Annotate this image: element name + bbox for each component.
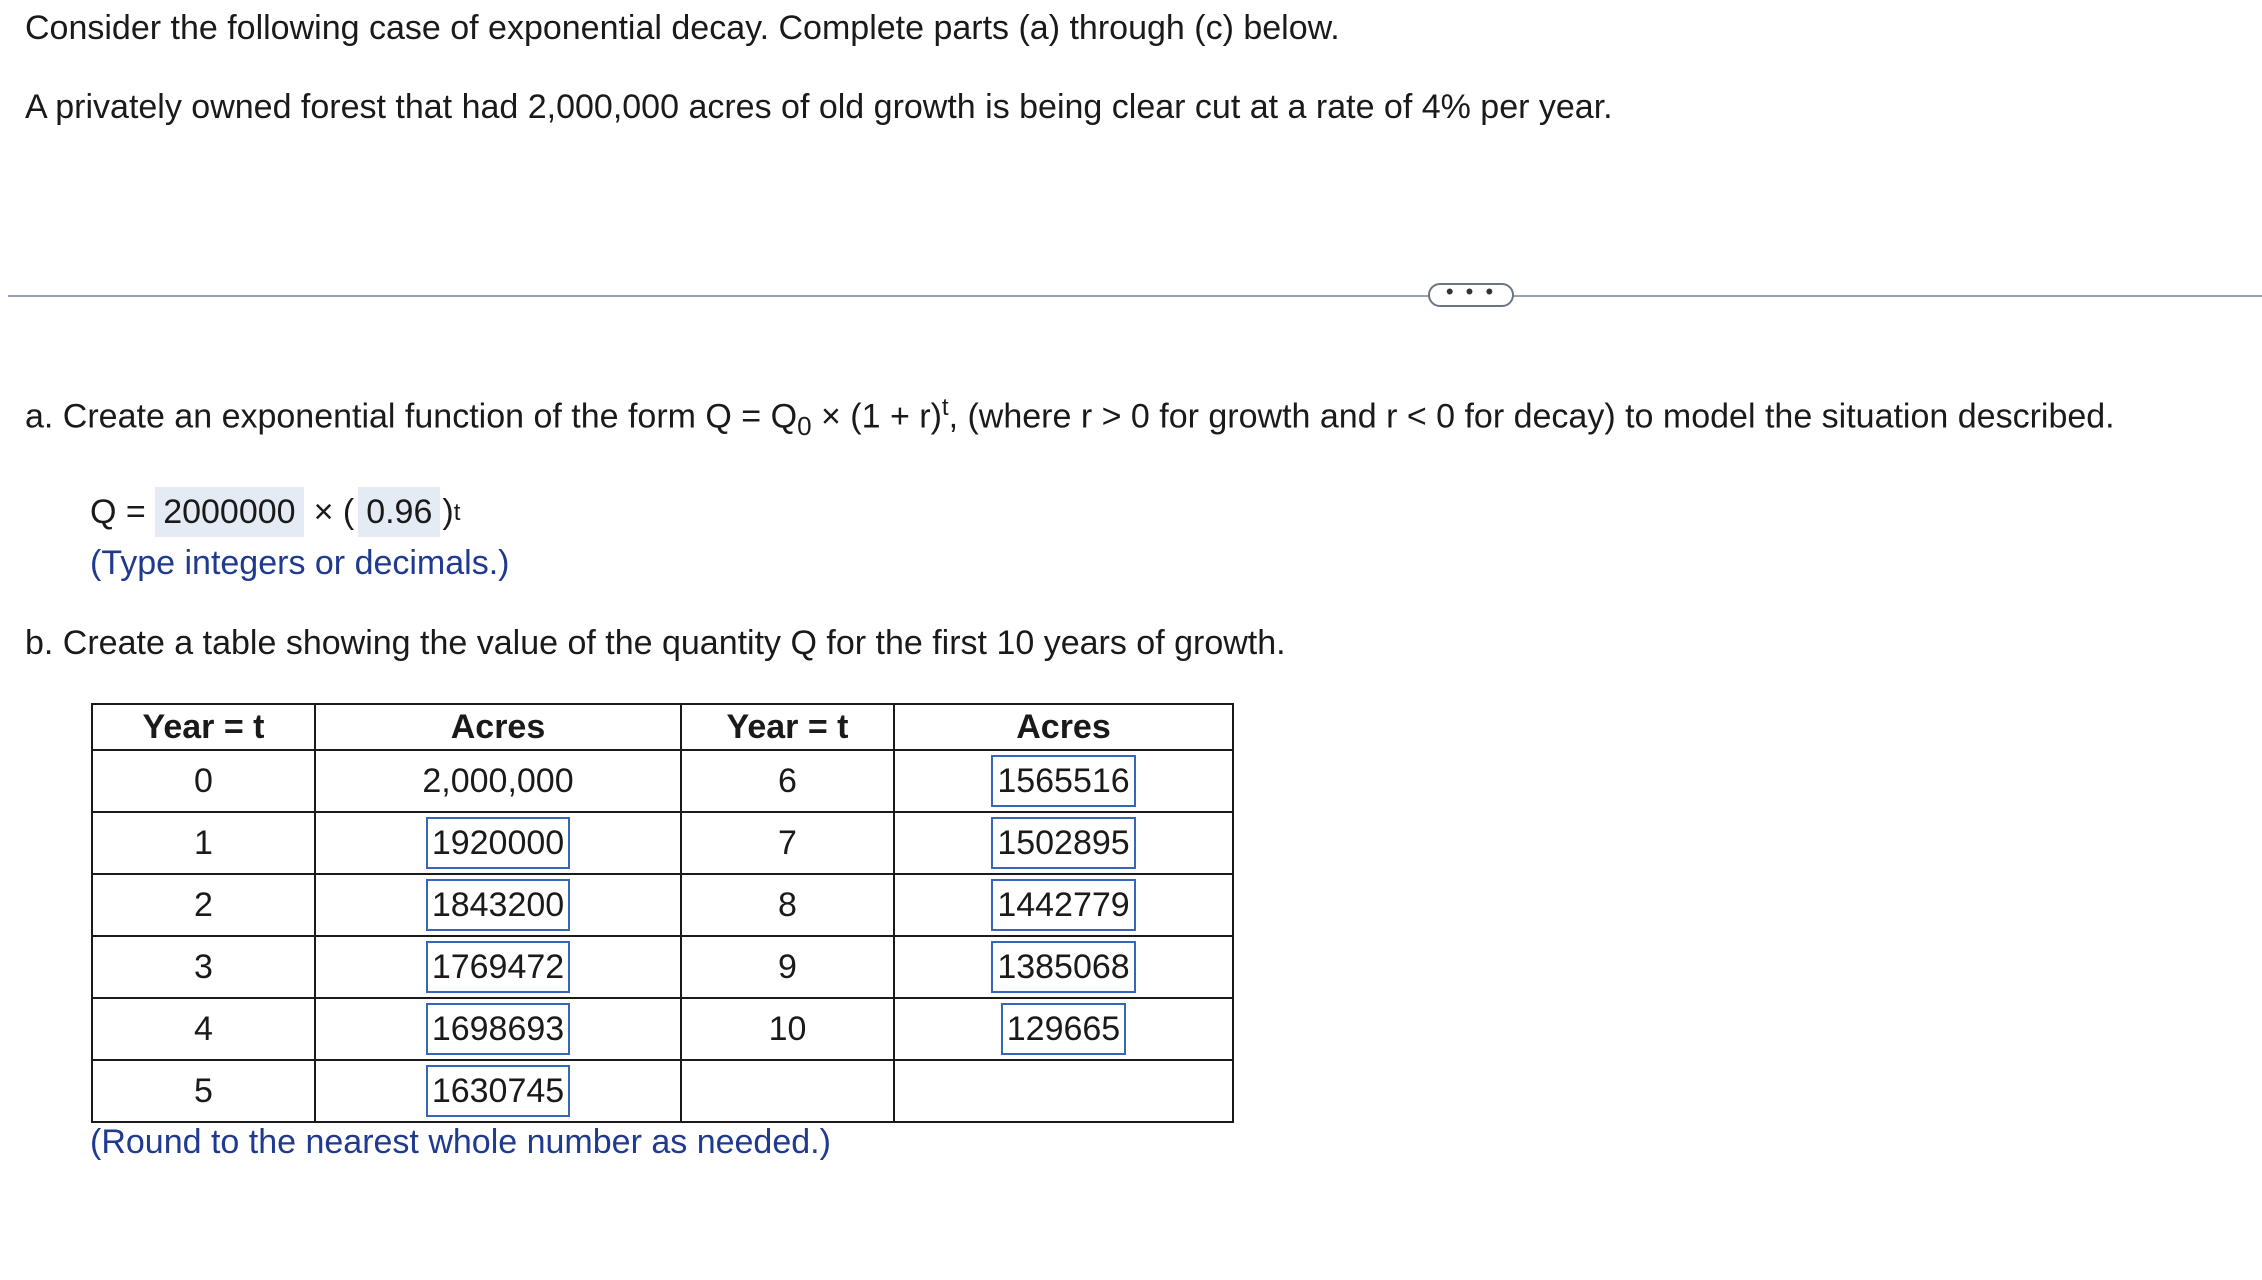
acres-cell-empty <box>894 1060 1233 1122</box>
year-cell: 6 <box>681 750 894 812</box>
acres-answer-field[interactable]: 1630745 <box>426 1065 570 1117</box>
year-cell: 5 <box>92 1060 315 1122</box>
part-a-lead: a. Create an exponential function of the form Q = Q <box>25 397 798 436</box>
part-a-tail: , (where r > 0 for growth and r < 0 for decay) to model the situation described. <box>948 397 2115 436</box>
acres-answer-field[interactable]: 1920000 <box>426 817 570 869</box>
year-cell: 8 <box>681 874 894 936</box>
table-row <box>92 812 1233 874</box>
table-row <box>92 998 1233 1060</box>
acres-cell <box>315 1060 681 1122</box>
base-answer-field[interactable]: 0.96 <box>358 487 440 537</box>
year-cell: 2 <box>92 874 315 936</box>
acres-answer-field[interactable]: 1843200 <box>426 879 570 931</box>
part-b-prompt: b. Create a table showing the value of the quantity Q for the first 10 years of growth. <box>25 624 1286 662</box>
intro-text: Consider the following case of exponential decay. Complete parts (a) through (c) below. <box>25 9 1340 47</box>
table-row <box>92 750 1233 812</box>
acres-answer-field[interactable]: 1769472 <box>426 941 570 993</box>
acres-cell <box>315 812 681 874</box>
header-acres-2: Acres <box>894 704 1233 750</box>
table-row <box>92 936 1233 998</box>
q-label: Q = <box>90 493 156 531</box>
acres-cell <box>894 812 1233 874</box>
part-b-hint: (Round to the nearest whole number as needed.) <box>90 1123 831 1161</box>
expand-more-button[interactable]: • • • <box>1428 283 1514 307</box>
table-header-row <box>92 704 1233 750</box>
acres-cell <box>315 750 681 812</box>
acres-cell <box>315 874 681 936</box>
year-cell: 7 <box>681 812 894 874</box>
table-row <box>92 874 1233 936</box>
part-a-mid: × (1 + r) <box>811 397 942 436</box>
year-cell: 9 <box>681 936 894 998</box>
acres-answer-field[interactable]: 1502895 <box>991 817 1135 869</box>
year-cell: 1 <box>92 812 315 874</box>
part-a-prompt <box>25 386 2115 448</box>
part-a-superscript: t <box>941 394 949 421</box>
year-cell: 4 <box>92 998 315 1060</box>
header-acres-1: Acres <box>315 704 681 750</box>
acres-cell <box>894 750 1233 812</box>
year-cell: 10 <box>681 998 894 1060</box>
problem-statement: A privately owned forest that had 2,000,000 acres of old growth is being clear cut at a rate of 4% per year. <box>25 88 1613 126</box>
times-open-paren: × ( <box>313 493 355 531</box>
year-cell-empty <box>681 1060 894 1122</box>
close-paren: ) <box>442 493 454 531</box>
acres-answer-field[interactable]: 1442779 <box>991 879 1135 931</box>
acres-answer-field[interactable]: 1385068 <box>991 941 1135 993</box>
formula-answer <box>90 486 460 538</box>
acres-cell <box>894 998 1233 1060</box>
section-divider <box>8 295 2262 297</box>
header-year-2: Year = t <box>681 704 894 750</box>
acres-cell <box>894 936 1233 998</box>
header-year-1: Year = t <box>92 704 315 750</box>
acres-value: 2,000,000 <box>422 761 574 800</box>
acres-answer-field[interactable]: 1698693 <box>426 1003 570 1055</box>
acres-cell <box>315 998 681 1060</box>
acres-answer-field[interactable]: 1565516 <box>991 755 1135 807</box>
q0-answer-field[interactable]: 2000000 <box>155 487 303 537</box>
acres-cell <box>315 936 681 998</box>
part-a-subscript: 0 <box>797 411 812 442</box>
exponent-t: t <box>453 499 461 526</box>
table-row <box>92 1060 1233 1122</box>
acres-cell <box>894 874 1233 936</box>
acres-answer-field[interactable]: 129665 <box>1001 1003 1126 1055</box>
part-a-hint: (Type integers or decimals.) <box>90 544 510 582</box>
year-cell: 3 <box>92 936 315 998</box>
year-cell: 0 <box>92 750 315 812</box>
acres-table <box>91 703 1234 1123</box>
